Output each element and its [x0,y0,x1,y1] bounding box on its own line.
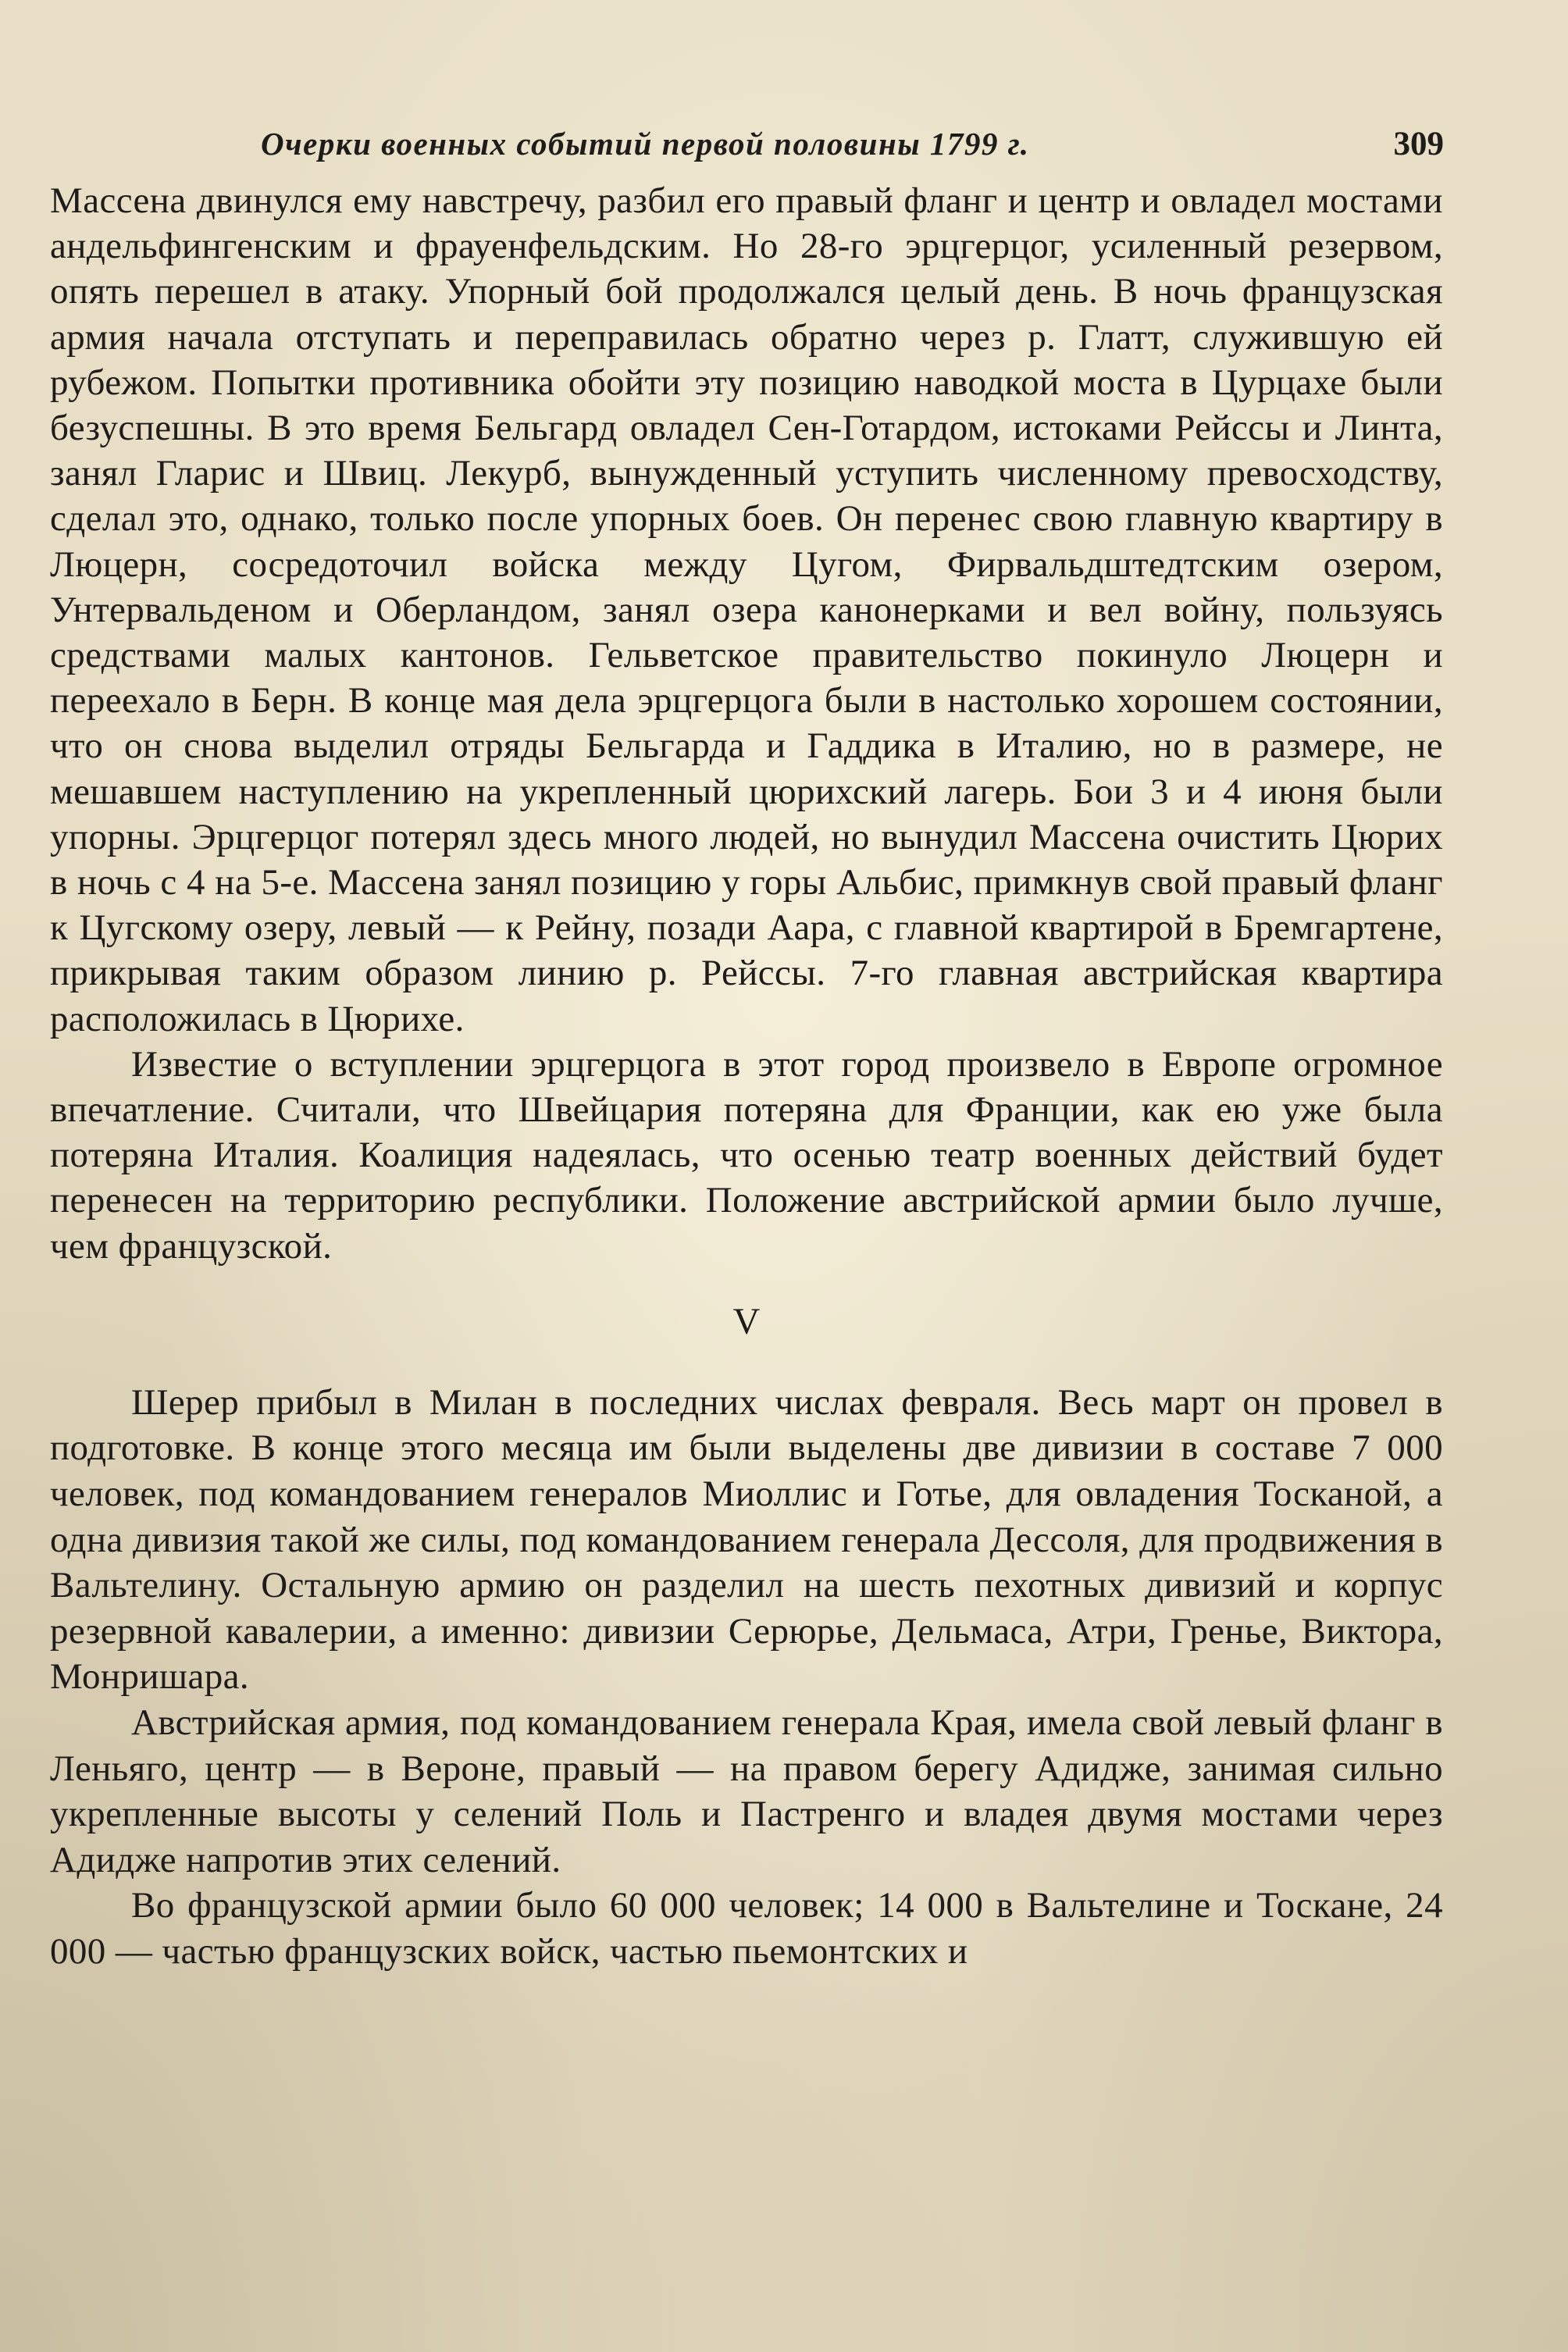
book-page [50,117,1443,1975]
section-body [50,1380,1443,1975]
running-header [50,117,1443,178]
page-number: 309 [1393,126,1444,162]
paragraph: Австрийская армия, под командованием генерала Края, имела свой левый фланг в Леньяго, центр — в Вероне, правый — на правом берегу Адидже, занимая сильно укрепленные высоты у селений Поль и Пастренго и владея двумя мостами через Адидже напротив этих селений. [50,1702,1443,1880]
paragraph: Массена двинулся ему навстречу, разбил его правый фланг и центр и овладел мостами андельфингенским и фрауенфельдским. Но 28-го эрцгерцог, усиленный резервом, опять перешел в атаку. Упорный бой продолжался целый день. В ночь французская армия начала отступать и переправилась обратно через р. Глатт, служившую ей рубежом. Попытки противника обойти эту позицию наводкой моста в Цурцахе были безуспешны. В это время Бельгард овладел Сен-Готардом, истоками Рейссы и Линта, занял Гларис и Швиц. Лекурб, вынужденный уступить численному превосходству, сделал это, однако, только после упорных боев. Он перенес свою главную квартиру в Люцерн, сосредоточил войска между Цугом, Фирвальдштедтским озером, Унтервальденом и Оберландом, занял озера канонерками и вел войну, пользуясь средствами малых кантонов. Гельветское правительство покинуло Люцерн и переехало в Берн. В конце мая дела эрцгерцога были в настолько хорошем состоянии, что он снова выделил отряды Бельгарда и Гаддика в Италию, но в размере, не мешавшем наступлению на укрепленный цюрихский лагерь. Бои 3 и 4 июня были упорны. Эрцгерцог потерял здесь много людей, но вынудил Массена очистить Цюрих в ночь с 4 на 5-е. Массена занял позицию у горы Альбис, примкнув свой правый фланг к Цугскому озеру, левый — к Рейну, позади Аара, с главной квартирой в Бремгартене, прикрывая таким образом линию р. Рейссы. 7-го главная австрийская квартира расположилась в Цюрихе. [50,180,1443,1039]
body-text [50,178,1443,1975]
paragraph: Во французской армии было 60 000 человек; 14 000 в Вальтелине и Тоскане, 24 000 — частью французских войск, частью пьемонтских и [50,1885,1443,1972]
section-heading: V [732,1300,761,1342]
paragraph: Шерер прибыл в Милан в последних числах февраля. Весь март он провел в подготовке. В конце этого месяца им были выделены две дивизии в составе 7 000 человек, под командованием генералов Миоллис и Готье, для овладения Тосканой, а одна дивизия такой же силы, под командованием генерала Дессоля, для продвижения в Вальтелину. Остальную армию он разделил на шесть пехотных дивизий и корпус резервной кавалерии, а именно: дивизии Серюрье, Дельмаса, Атри, Гренье, Виктора, Монришара. [50,1381,1443,1698]
paragraph: Известие о вступлении эрцгерцога в этот город произвело в Европе огромное впечатление. Считали, что Швейцария потеряна для Франции, как ею уже была потеряна Италия. Коалиция надеялась, что осенью театр военных действий будет перенесен на территорию республики. Положение австрийской армии было лучше, чем французской. [50,1043,1443,1267]
running-title: Очерки военных событий первой половины 1799 г. [261,126,1030,162]
